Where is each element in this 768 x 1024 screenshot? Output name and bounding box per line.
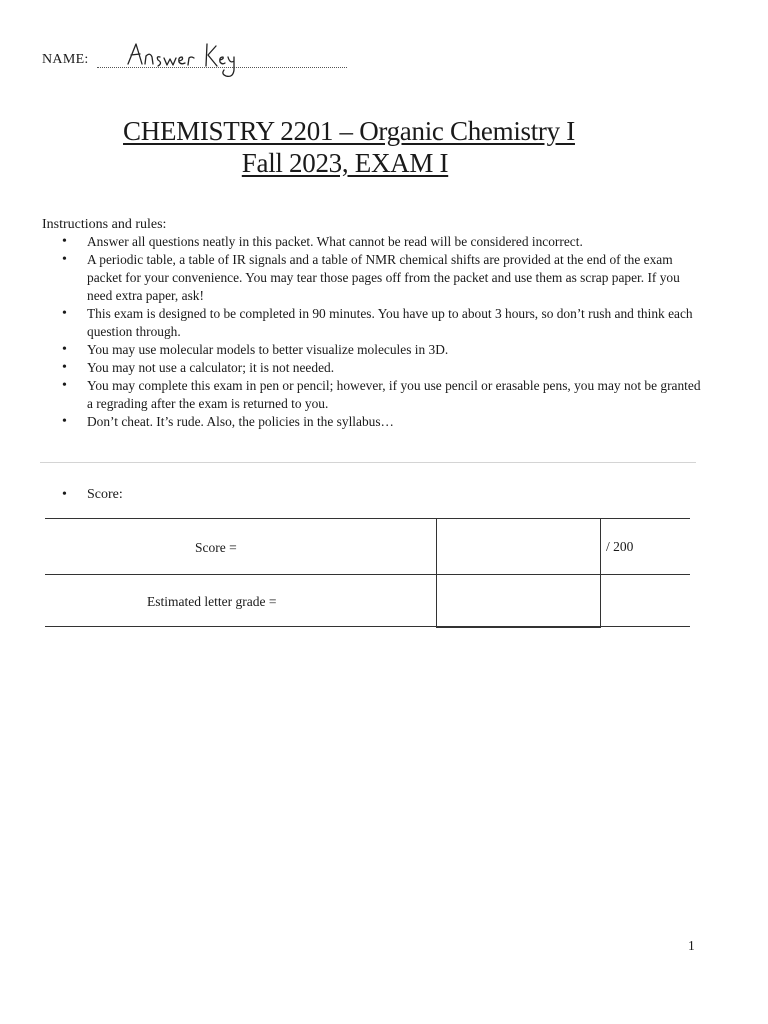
name-label: NAME: [42,52,89,67]
rule-item: • You may complete this exam in pen or pencil; however, if you use pencil or erasable pens, you may not be granted a regrading after the exam is returned to you. [62,377,702,413]
rules-list [62,233,702,431]
exam-title: CHEMISTRY 2201 – Organic Chemistry I [123,116,575,146]
score-value-box [436,518,601,575]
grade-label: Estimated letter grade = [147,594,277,609]
name-row [42,40,362,80]
exam-subtitle: Fall 2023, EXAM I [241,148,449,178]
score-label: Score = [195,540,237,555]
handwritten-name-answer-key [102,40,262,80]
section-divider [40,462,696,463]
instructions-heading: Instructions and rules: [42,217,167,232]
page-number: 1 [688,938,695,953]
rule-item: • A periodic table, a table of IR signals and a table of NMR chemical shifts are provided at the end of the exam packet for your convenience. You may tear those pages off from the packet and use them as scrap paper. If you need extra paper, ask! [62,251,702,305]
rule-item: • Answer all questions neatly in this packet. What cannot be read will be considered incorrect. [62,233,702,251]
rule-item: • You may not use a calculator; it is not needed. [62,359,702,377]
grade-value-box [436,574,601,628]
rule-item: • This exam is designed to be completed in 90 minutes. You have up to about 3 hours, so don’t rush and think each question through. [62,305,702,341]
score-heading: • Score: [62,487,123,503]
rule-item: • Don’t cheat. It’s rude. Also, the policies in the syllabus… [62,413,702,431]
rule-item: • You may use molecular models to better visualize molecules in 3D. [62,341,702,359]
score-out-of: / 200 [606,539,634,554]
score-table [45,518,690,628]
